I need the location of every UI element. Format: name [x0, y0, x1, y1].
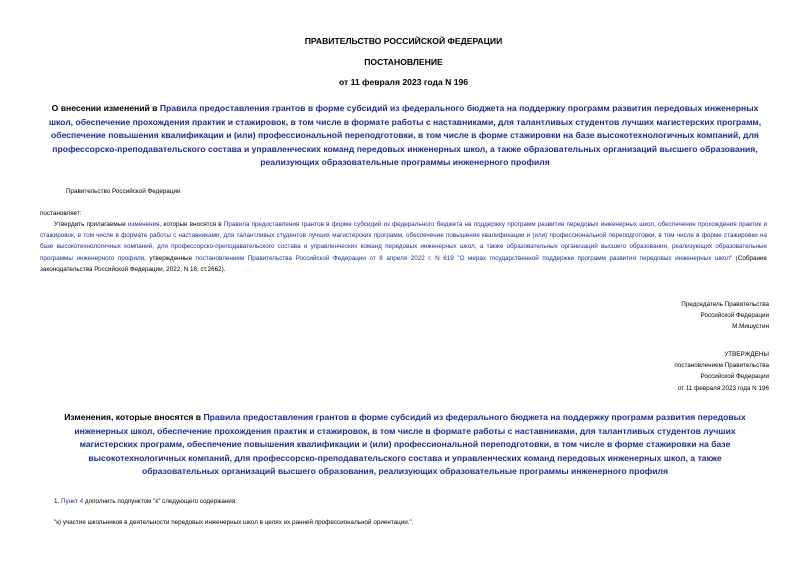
approved-by: постановлением Правительства: [674, 362, 769, 370]
item-1-text: дополнить подпунктом "к" следующего содержания:: [83, 498, 237, 505]
item-1: [54, 496, 237, 507]
rules-link[interactable]: Правила предоставления грантов в форме субсидий из федерального бюджета на поддержку программ развития передовых инженерных школ, обеспечение прохождения практик и стажировок, в том числе в формате работы с наставниками, для талантливых студентов лучших магистерских программ, обеспечение повышения квалификации и (или) профессиональной переподготовки, в том числе в форме стажировки на базе высокотехнологичных компаний, для профессорско-преподавательского состава и управленческих команд передовых инженерных школ, а также образовательных организаций высшего образования, реализующих образовательные программы инженерного профиля: [40, 221, 767, 262]
point-4-link[interactable]: Пункт 4: [61, 498, 84, 505]
document-type: ПОСТАНОВЛЕНИЕ: [364, 57, 443, 67]
main-paragraph-text: Утвердить прилагаемые: [54, 221, 128, 228]
approved-label: УТВЕРЖДЕНЫ: [724, 351, 769, 358]
title-prefix: О внесении изменений в: [51, 103, 160, 113]
rules-link[interactable]: Правила предоставления грантов в форме субсидий из федерального бюджета на поддержку программ развития передовых инженерных школ, обеспечение прохождения практик и стажировок, в том числе в формате работы с наставниками, для талантливых студентов лучших магистерских программ, обеспечение повышения квалификации и (или) профессиональной переподготовки, в том числе в форме стажировки на базе высокотехнологичных компаний, для профессорско-преподавательского состава и управленческих команд передовых инженерных школ, а также образовательных организаций высшего образования, реализующих образовательные программы инженерного профиля: [74, 412, 746, 476]
decree-link[interactable]: постановлением Правительства Российской Федерации от 8 апреля 2022 г. N 619 "О мерах государственной поддержки программ развития передовых инженерных школ": [195, 254, 733, 262]
quote-text: "к) участие школьников в деятельности передовых инженерных школ в целях их ранней профессиональной ориентации.".: [54, 519, 414, 526]
approved-date: от 11 февраля 2023 года N 196: [677, 384, 769, 392]
resolves: постановляет:: [40, 210, 82, 217]
document-title: [40, 102, 770, 170]
main-paragraph: [40, 219, 767, 275]
signature-country: Российской Федерации: [700, 312, 769, 320]
approved-country: Российской Федерации: [700, 373, 769, 381]
changes-link[interactable]: изменения: [127, 221, 160, 228]
main-paragraph-text: , которые вносятся в: [159, 221, 224, 228]
main-paragraph-text: (Собрание законодательства Российской Федерации, 2022, N 16, ст.2662).: [40, 254, 767, 273]
government-heading: ПРАВИТЕЛЬСТВО РОССИЙСКОЙ ФЕДЕРАЦИИ: [304, 36, 503, 46]
rules-link[interactable]: Правила предоставления грантов в форме субсидий из федерального бюджета на поддержку программ развития передовых инженерных школ, обеспечение прохождения практик и стажировок, в том числе в формате работы с наставниками, для талантливых студентов лучших магистерских программ, обеспечение повышения квалификации и (или) профессиональной переподготовки, в том числе в форме стажировки на базе высокотехнологичных компаний, для профессорско-преподавательского состава и управленческих команд передовых инженерных школ, а также образовательных организаций высшего образования, реализующих образовательные программы инженерного профиля: [48, 103, 762, 167]
changes-title: [50, 411, 760, 479]
approval-block: [469, 349, 769, 394]
item-1-number: 1.: [54, 498, 62, 505]
issuer: Правительство Российской Федерации: [66, 188, 181, 195]
signature-name: М.Мишустин: [732, 323, 769, 331]
signature-block: [469, 299, 769, 333]
main-paragraph-text: , утвержденные: [144, 254, 196, 262]
document-date-number: от 11 февраля 2023 года N 196: [338, 77, 469, 87]
signature-title: Председатель Правительства: [681, 301, 769, 308]
changes-title-prefix: Изменения, которые вносятся в: [64, 412, 204, 422]
